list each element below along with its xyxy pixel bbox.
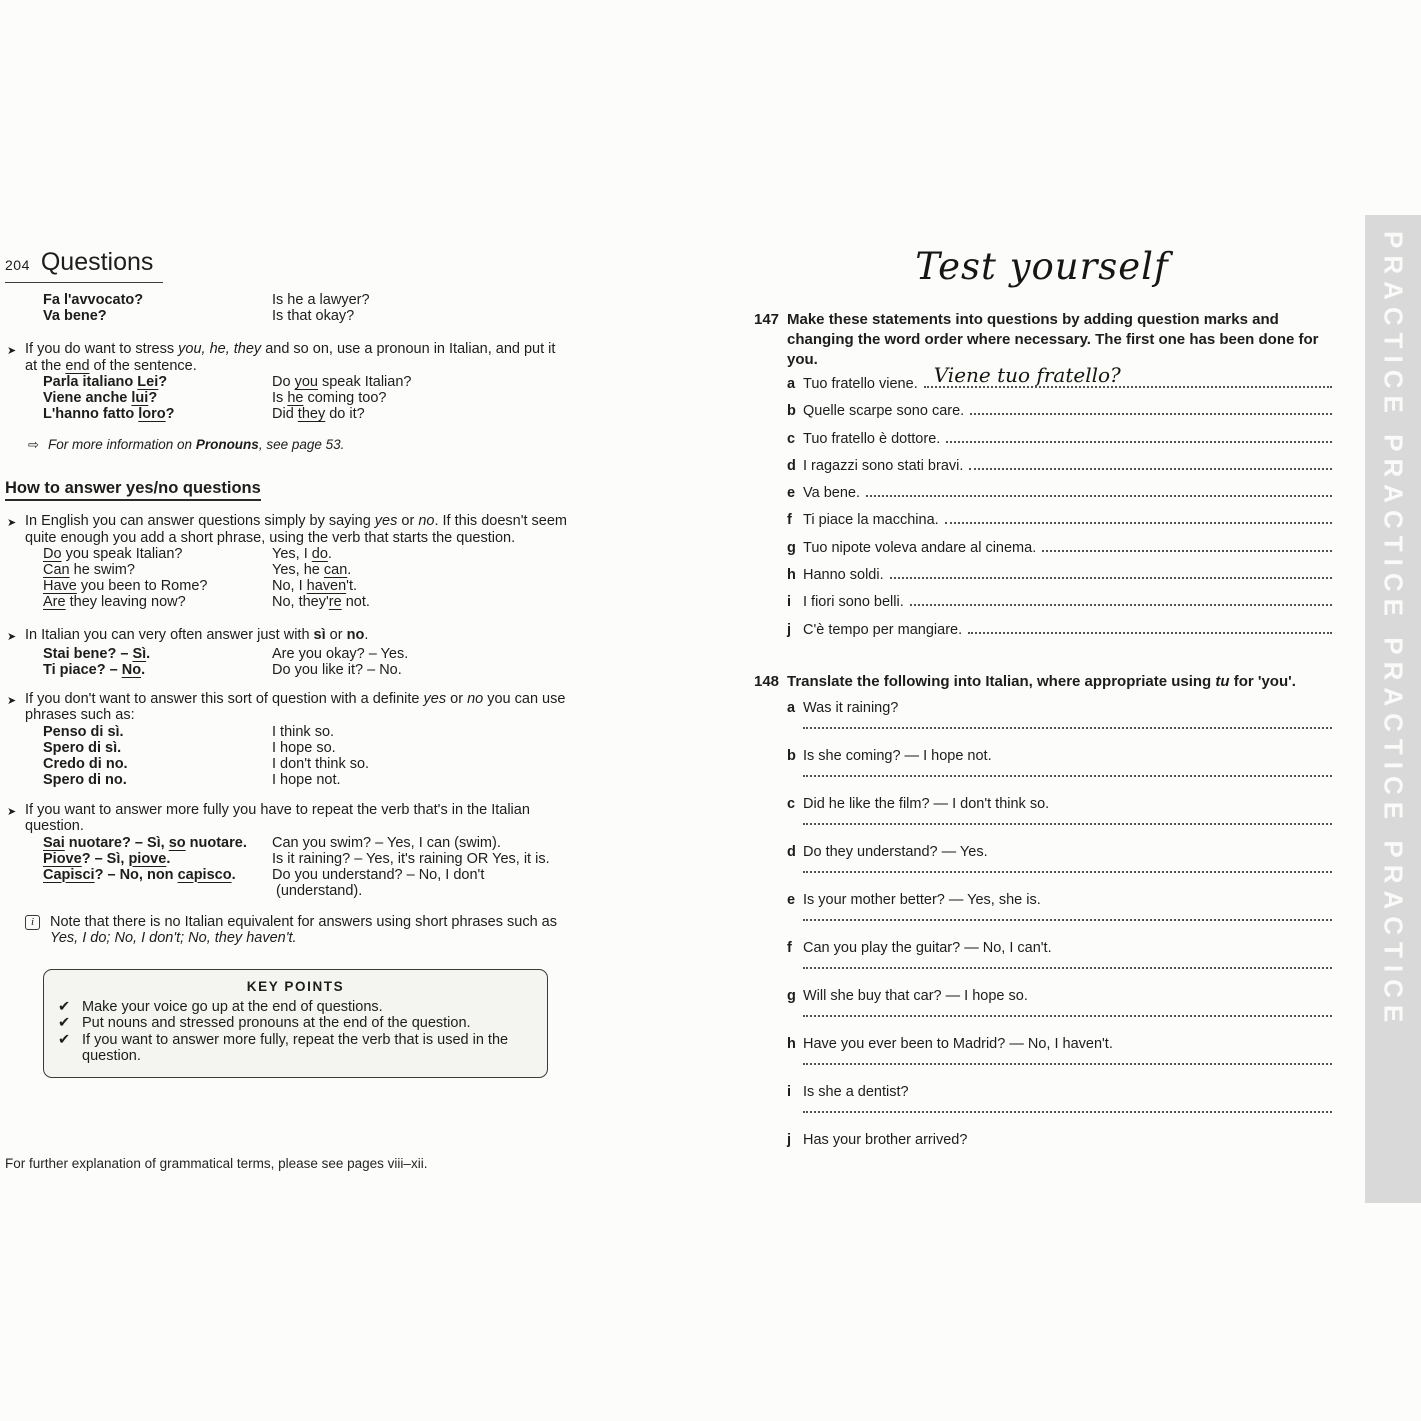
english-phrase: Do you understand? – No, I don't (understand). bbox=[272, 866, 485, 899]
exercise-item: b Is she coming? — I hope not. bbox=[787, 747, 1332, 795]
exercise-item: f Ti piace la macchina. bbox=[752, 512, 1332, 539]
exercise-item: d Do they understand? — Yes. bbox=[787, 843, 1332, 891]
exercise-item: c Tuo fratello è dottore. bbox=[752, 431, 1332, 458]
item-letter: b bbox=[787, 403, 796, 420]
handwritten-answer: Viene tuo fratello? bbox=[933, 363, 1121, 387]
italian-phrase: Viene anche lui? bbox=[43, 390, 158, 406]
answer-line bbox=[803, 1005, 1332, 1017]
left-page bbox=[5, 248, 567, 1078]
bullet-arrow-icon: ➤ bbox=[7, 631, 17, 643]
answer-phrase: Yes, he can. bbox=[272, 562, 352, 578]
item-letter: c bbox=[787, 430, 796, 447]
exercise-instruction: Make these statements into questions by adding question marks and changing the word order where necessary. The first one has been done for you. bbox=[787, 311, 1319, 368]
exercise-item: j Has your brother arrived? bbox=[787, 1131, 968, 1148]
answer-line bbox=[946, 441, 1332, 443]
footer-note: For further explanation of grammatical terms, please see pages viii–xii. bbox=[5, 1156, 428, 1171]
check-icon: ✔ bbox=[58, 998, 71, 1015]
page-number: 204 bbox=[5, 257, 30, 273]
example-row bbox=[5, 646, 567, 662]
italian-phrase: Spero di sì. bbox=[43, 739, 122, 756]
english-phrase: Is it raining? – Yes, it's raining OR Yes, it is. bbox=[272, 850, 550, 867]
bullet-paragraph bbox=[5, 513, 567, 546]
english-phrase: I don't think so. bbox=[272, 755, 370, 772]
italian-phrase: Stai bene? – Sì. bbox=[43, 645, 151, 662]
key-points-box bbox=[43, 969, 548, 1078]
italian-phrase: Piove? – Sì, piove. bbox=[43, 850, 171, 867]
tip-arrow-icon: ⇨ bbox=[28, 437, 39, 452]
answer-line bbox=[890, 577, 1332, 579]
english-phrase: Do you like it? – No. bbox=[272, 661, 402, 678]
item-letter: d bbox=[787, 843, 796, 860]
answer-line bbox=[866, 495, 1332, 497]
italian-examples bbox=[5, 646, 567, 678]
english-phrase: I hope not. bbox=[272, 771, 341, 788]
example-row bbox=[5, 851, 567, 867]
answer-line bbox=[803, 909, 1332, 921]
english-examples bbox=[5, 546, 567, 610]
practice-banner-text: PRACTICE PRACTICE PRACTICE PRACTICE bbox=[1378, 231, 1409, 1030]
bullet-arrow-icon: ➤ bbox=[7, 694, 17, 707]
bullet-paragraph bbox=[5, 341, 567, 374]
answer-line bbox=[803, 765, 1332, 777]
english-phrase: Do you speak Italian? bbox=[272, 374, 412, 390]
english-phrase: Is he a lawyer? bbox=[272, 292, 370, 308]
item-letter: g bbox=[787, 539, 796, 556]
answer-line bbox=[945, 522, 1332, 524]
exercise-item: a Was it raining? bbox=[787, 699, 1332, 747]
example-row bbox=[5, 374, 567, 390]
italian-phrase: L'hanno fatto loro? bbox=[43, 406, 175, 422]
example-row bbox=[5, 740, 567, 756]
bullet-text: If you don't want to answer this sort of question with a definite yes or no you can use phrases such as: bbox=[25, 690, 566, 723]
answer-line bbox=[910, 604, 1332, 606]
tip-text: For more information on Pronouns, see page 53. bbox=[48, 437, 345, 452]
exercise-item: h Hanno soldi. bbox=[752, 567, 1332, 594]
example-row bbox=[5, 562, 567, 578]
bullet-arrow-icon: ➤ bbox=[7, 805, 17, 818]
exercise-148-items bbox=[752, 699, 1332, 1149]
exercise-147-items bbox=[752, 363, 1332, 649]
key-point: ✔ Make your voice go up at the end of questions. bbox=[58, 998, 383, 1015]
check-icon: ✔ bbox=[58, 1031, 71, 1048]
exercise-item: c Did he like the film? — I don't think so. bbox=[787, 795, 1332, 843]
example-row bbox=[5, 756, 567, 772]
answer-line bbox=[969, 468, 1332, 470]
exercise-148-header bbox=[752, 672, 1332, 692]
bullet-text: If you want to answer more fully you have to repeat the verb that's in the Italian question. bbox=[25, 801, 530, 834]
item-letter: e bbox=[787, 891, 796, 908]
example-row bbox=[5, 724, 567, 740]
test-yourself-title: Test yourself bbox=[915, 245, 1169, 288]
key-point: ✔ If you want to answer more fully, repeat the verb that is used in the question. bbox=[58, 1031, 509, 1064]
italian-phrase: Credo di no. bbox=[43, 755, 128, 772]
exercise-number: 147 bbox=[754, 311, 780, 328]
item-letter: d bbox=[787, 457, 796, 474]
answer-line bbox=[803, 717, 1332, 729]
item-letter: g bbox=[787, 987, 796, 1004]
answer-line bbox=[803, 1101, 1332, 1113]
answer-line bbox=[803, 861, 1332, 873]
exercise-item: i I fiori sono belli. bbox=[752, 594, 1332, 621]
bullet-paragraph bbox=[5, 627, 567, 646]
answer-phrase: Yes, I do. bbox=[272, 546, 332, 562]
bullet-paragraph bbox=[5, 802, 567, 835]
answer-phrase: No, I haven't. bbox=[272, 578, 357, 594]
item-letter: i bbox=[787, 594, 792, 611]
answer-line bbox=[803, 957, 1332, 969]
fully-examples bbox=[5, 835, 567, 899]
item-letter: f bbox=[787, 512, 792, 529]
item-letter: b bbox=[787, 747, 796, 764]
exercise-item: e Va bene. bbox=[752, 485, 1332, 512]
example-row bbox=[5, 390, 567, 406]
bullet-arrow-icon: ➤ bbox=[7, 517, 17, 529]
item-letter: a bbox=[787, 699, 796, 716]
bullet-arrow-icon: ➤ bbox=[7, 345, 17, 357]
exercise-number: 148 bbox=[754, 672, 780, 690]
example-row bbox=[5, 406, 567, 422]
check-icon: ✔ bbox=[58, 1015, 71, 1031]
example-row bbox=[5, 835, 567, 851]
english-phrase: Did they do it? bbox=[272, 406, 365, 422]
practice-sidebar-banner bbox=[1365, 215, 1421, 1203]
example-row bbox=[5, 308, 567, 324]
question-phrase: Can he swim? bbox=[43, 562, 135, 578]
answer-line bbox=[968, 632, 1332, 634]
example-row bbox=[5, 578, 567, 594]
exercise-item: f Can you play the guitar? — No, I can't. bbox=[787, 939, 1332, 987]
key-points-heading: KEY POINTS bbox=[246, 978, 345, 994]
exercise-147-header bbox=[752, 310, 1332, 370]
key-point: ✔ Put nouns and stressed pronouns at the end of the question. bbox=[58, 1015, 471, 1031]
bullet-text: In Italian you can very often answer just with sì or no. bbox=[25, 627, 369, 643]
chapter-header bbox=[5, 248, 163, 283]
item-letter: c bbox=[787, 795, 796, 812]
example-row bbox=[5, 546, 567, 562]
item-letter: h bbox=[787, 1035, 796, 1052]
bullet-text: In English you can answer questions simply by saying yes or no. If this doesn't seem quite enough you add a short phrase, using the verb that starts the question. bbox=[25, 513, 567, 546]
italian-phrase: Sai nuotare? – Sì, so nuotare. bbox=[43, 834, 247, 851]
phrase-examples bbox=[5, 724, 567, 788]
exercise-item: j C'è tempo per mangiare. bbox=[752, 622, 1332, 649]
cross-reference-tip bbox=[5, 437, 567, 453]
bullet-paragraph bbox=[5, 691, 567, 724]
item-letter: i bbox=[787, 1083, 792, 1100]
english-phrase: Are you okay? – Yes. bbox=[272, 645, 409, 662]
info-note-icon: i bbox=[25, 915, 40, 930]
item-letter: j bbox=[787, 621, 792, 638]
answer-phrase: No, they're not. bbox=[272, 594, 370, 610]
question-phrase: Have you been to Rome? bbox=[43, 578, 208, 594]
item-letter: e bbox=[787, 485, 796, 502]
example-row bbox=[5, 867, 567, 899]
example-row bbox=[5, 594, 567, 610]
right-page bbox=[752, 245, 1332, 1149]
italian-phrase: Va bene? bbox=[43, 308, 107, 324]
example-row bbox=[5, 292, 567, 308]
english-phrase: I hope so. bbox=[272, 739, 336, 756]
note-paragraph bbox=[5, 914, 567, 947]
bullet-text: If you do want to stress you, he, they and so on, use a pronoun in Italian, and put it at the end of the sentence. bbox=[25, 341, 556, 374]
section-heading: How to answer yes/no questions bbox=[5, 479, 567, 498]
italian-phrase: Fa l'avvocato? bbox=[43, 292, 144, 308]
exercise-item: g Tuo nipote voleva andare al cinema. bbox=[752, 540, 1332, 567]
english-phrase: I think so. bbox=[272, 723, 335, 740]
answer-line bbox=[970, 413, 1332, 415]
answer-line bbox=[803, 813, 1332, 825]
italian-phrase: Penso di sì. bbox=[43, 723, 124, 740]
example-row bbox=[5, 662, 567, 678]
italian-phrase: Ti piace? – No. bbox=[43, 661, 146, 678]
item-letter: f bbox=[787, 939, 792, 956]
item-letter: a bbox=[787, 376, 796, 392]
note-text: Note that there is no Italian equivalent for answers using short phrases such as Yes, I do; No, I don't; No, they haven't. bbox=[50, 913, 557, 946]
exercise-item: d I ragazzi sono stati bravi. bbox=[752, 458, 1332, 485]
item-letter: h bbox=[787, 567, 796, 584]
italian-phrase: Spero di no. bbox=[43, 771, 127, 788]
exercise-item: e Is your mother better? — Yes, she is. bbox=[787, 891, 1332, 939]
exercise-item: h Have you ever been to Madrid? — No, I haven't. bbox=[787, 1035, 1332, 1083]
exercise-item: a Tuo fratello viene. Viene tuo fratello? bbox=[752, 376, 1332, 403]
exercise-item: g Will she buy that car? — I hope so. bbox=[787, 987, 1332, 1035]
italian-phrase: Parla italiano Lei? bbox=[43, 374, 168, 390]
answer-line bbox=[803, 1053, 1332, 1065]
exercise-instruction: Translate the following into Italian, where appropriate using tu for 'you'. bbox=[787, 672, 1296, 690]
example-row bbox=[5, 772, 567, 788]
answer-line bbox=[1042, 550, 1332, 552]
stress-examples bbox=[5, 374, 567, 422]
question-phrase: Do you speak Italian? bbox=[43, 546, 183, 562]
intro-examples bbox=[5, 292, 567, 324]
exercise-item: b Quelle scarpe sono care. bbox=[752, 403, 1332, 430]
english-phrase: Is he coming too? bbox=[272, 390, 387, 406]
english-phrase: Is that okay? bbox=[272, 308, 355, 324]
item-letter: j bbox=[787, 1131, 792, 1148]
italian-phrase: Capisci? – No, non capisco. bbox=[43, 866, 236, 883]
chapter-title: Questions bbox=[40, 248, 154, 276]
question-phrase: Are they leaving now? bbox=[43, 594, 186, 610]
exercise-item: i Is she a dentist? bbox=[787, 1083, 1332, 1131]
english-phrase: Can you swim? – Yes, I can (swim). bbox=[272, 834, 501, 851]
